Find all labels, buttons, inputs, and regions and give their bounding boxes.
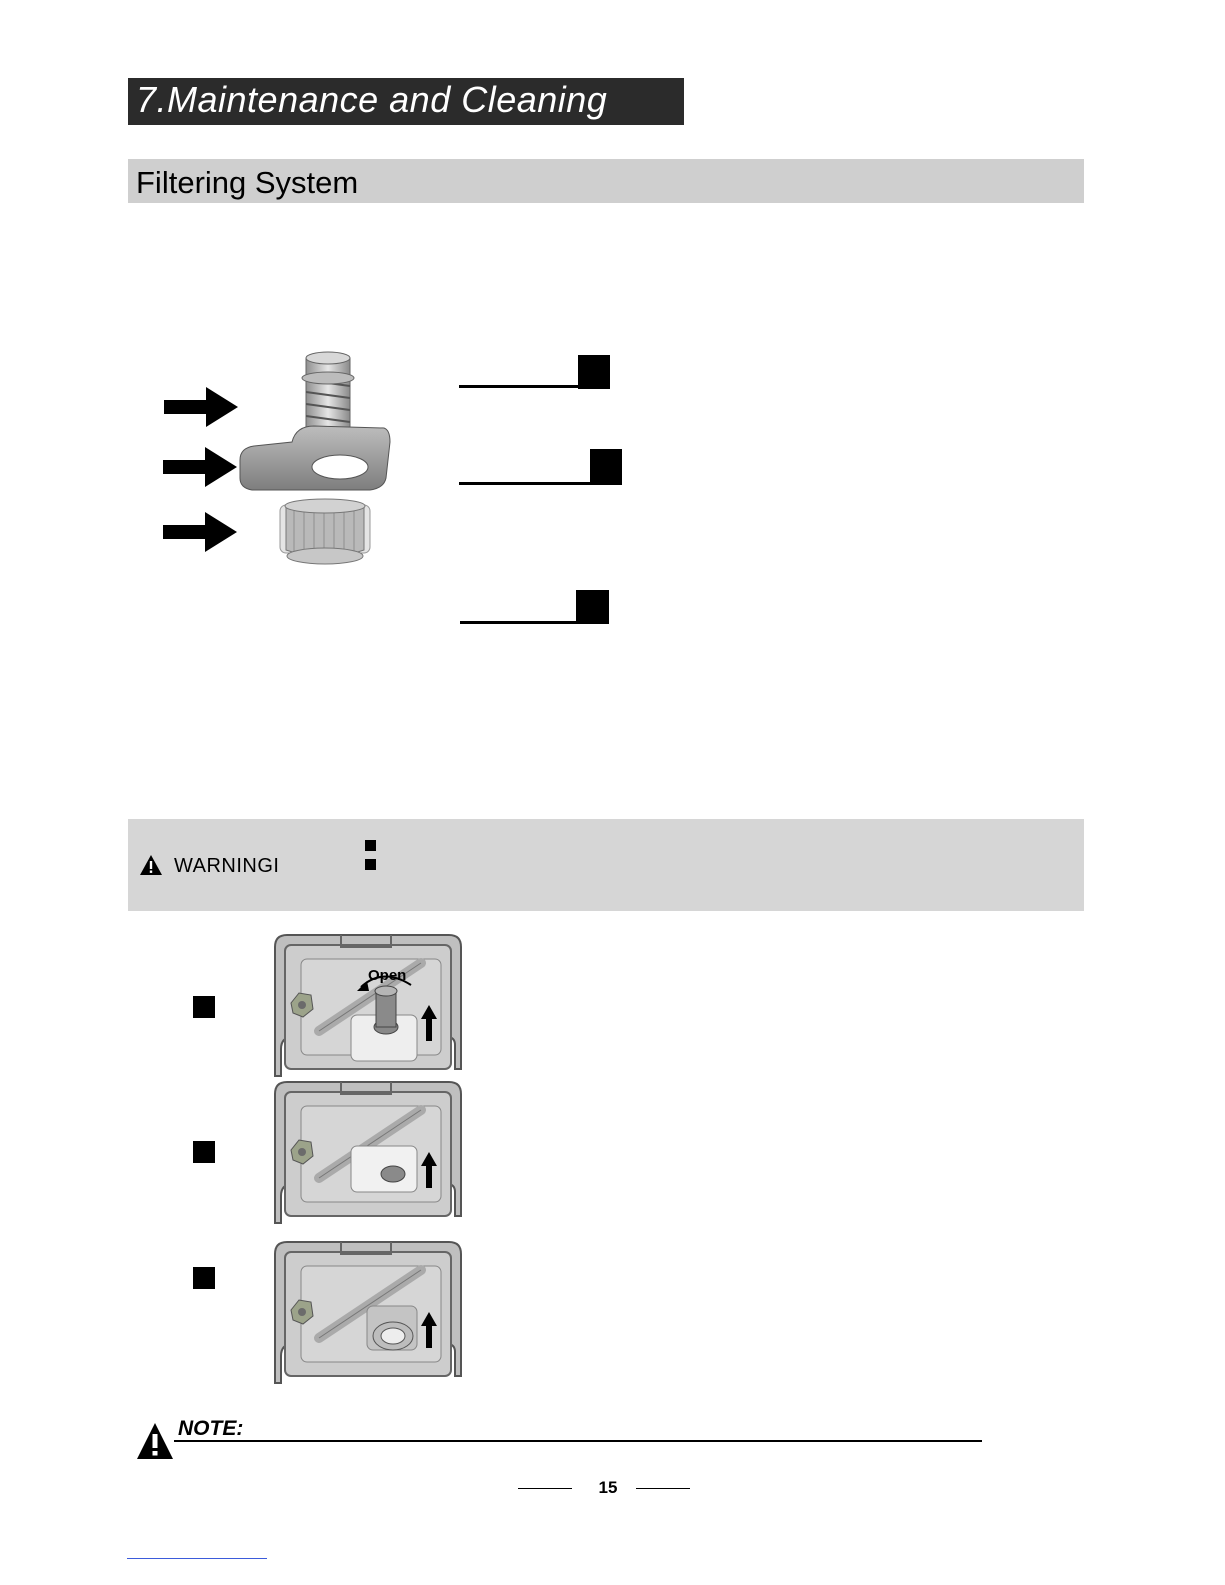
footer-link-underline bbox=[127, 1558, 267, 1559]
subsection-title: Filtering System bbox=[136, 165, 359, 200]
filter-assembly-illustration bbox=[234, 350, 394, 575]
section-title-bar bbox=[128, 78, 684, 125]
open-label: Open bbox=[368, 967, 407, 984]
callout-marker-2 bbox=[590, 449, 622, 485]
subsection-title-bar bbox=[128, 159, 1084, 203]
warning-triangle-icon bbox=[139, 854, 163, 876]
step-marker-1 bbox=[193, 996, 215, 1018]
callout-marker-3 bbox=[576, 590, 609, 624]
step-marker-3 bbox=[193, 1267, 215, 1289]
page-number-rule bbox=[636, 1488, 690, 1489]
arrow-right-icon bbox=[164, 387, 238, 427]
step-2-illustration bbox=[271, 1080, 465, 1225]
arrow-right-icon bbox=[163, 447, 237, 487]
warning-bullet bbox=[365, 859, 376, 870]
callout-line-1 bbox=[459, 385, 581, 388]
warning-label: WARNINGI bbox=[174, 855, 280, 877]
callout-marker-1 bbox=[578, 355, 610, 389]
page-number: 15 bbox=[598, 1478, 618, 1497]
note-underline bbox=[174, 1440, 982, 1442]
step-marker-2 bbox=[193, 1141, 215, 1163]
warning-bullet bbox=[365, 840, 376, 851]
note-warning-icon bbox=[135, 1421, 175, 1461]
note-label: NOTE: bbox=[178, 1417, 244, 1440]
page-number-rule bbox=[518, 1488, 572, 1489]
section-title: 7.Maintenance and Cleaning bbox=[136, 79, 608, 120]
step-1-illustration bbox=[271, 933, 465, 1078]
step-3-illustration bbox=[271, 1240, 465, 1385]
callout-line-3 bbox=[460, 621, 580, 624]
arrow-right-icon bbox=[163, 512, 237, 552]
